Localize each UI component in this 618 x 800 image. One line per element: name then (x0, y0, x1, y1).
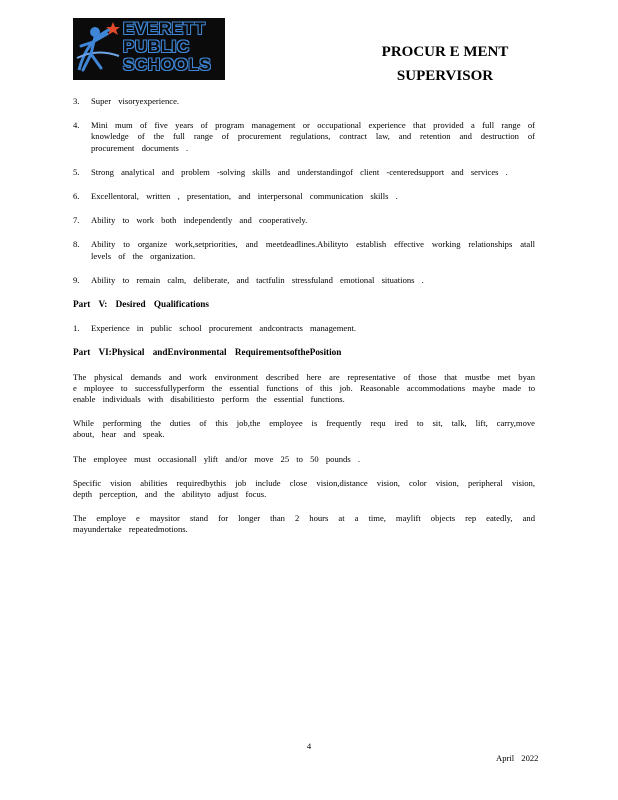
paragraph: The employee must occasionall ylift and/or move 25 to 50 pounds . (73, 453, 360, 464)
logo-line-3: SCHOOLS (123, 55, 212, 74)
section-heading-part-5: Part V: Desired Qualifications (73, 299, 209, 310)
document-body (73, 96, 535, 549)
paragraph: The employe e maysitor stand for longer than 2 hours at a time, maylift objects rep eatedly, and mayundertake repeatedmotions. (73, 513, 535, 535)
page-number: 4 (306, 741, 312, 751)
list-item (73, 215, 535, 226)
list-item-text: Strong analytical and problem -solving skills and understandingof client -centeredsupport and services . (91, 166, 508, 177)
list-item-number: 1. (73, 323, 80, 334)
list-item-text: Ability to remain calm, deliberate, and tactfulin stressfuland emotional situations . (91, 274, 424, 285)
footer-date: April 2022 (496, 753, 539, 763)
title-line-2: SUPERVISOR (396, 68, 494, 84)
list-item-text: Experience in public school procurement andcontracts management. (91, 323, 357, 334)
list-item-number: 4. (73, 120, 80, 131)
list-item (73, 120, 535, 154)
list-item-text: Mini mum of five years of program management or occupational experience that provided a full range of knowledge of the full range of procurement regulations, contract law, and retention and destruction of procurement documents . (91, 120, 535, 153)
list-item (73, 167, 535, 178)
paragraph: While performing the duties of this job,the employee is frequently requ ired to sit, talk, lift, carry,move about, hear and speak. (73, 418, 535, 440)
list-item-text: Excellentoral, written , presentation, and interpersonal communication skills . (91, 191, 398, 202)
list-item (73, 191, 535, 202)
list-item-text: Ability to work both independently and cooperatively. (91, 215, 308, 226)
list-item-number: 7. (73, 215, 80, 226)
list-item-text: Super visoryexperience. (91, 96, 180, 106)
list-item-number: 8. (73, 239, 80, 250)
section-heading-part-6: Part VI:Physical andEnvironmental RequirementsofthePosition (73, 347, 342, 358)
paragraph: Specific vision abilities requiredbythis job include close vision,distance vision, color vision, peripheral vision, depth perception, and the abilityto adjust focus. (73, 477, 535, 500)
paragraph: The physical demands and work environment described here are representative of those that mustbe met byan e mployee to successfullyperform the essential functions of this job. Reasonable accommodations maybe made to enable individuals with disabilitiesto perform the essential functions. (73, 371, 535, 405)
list-item-text: Ability to organize work,setpriorities, and meetdeadlines.Abilityto establish effective working relationships atall levels of the organization. (91, 239, 535, 261)
list-item-number: 9. (73, 274, 80, 285)
list-item (73, 239, 535, 261)
list-item (73, 275, 535, 286)
title-line-1: PROCUR E MENT (381, 44, 509, 60)
document-title (340, 40, 550, 88)
list-item (73, 96, 535, 107)
list-item-number: 5. (73, 166, 80, 177)
list-item-number: 3. (73, 96, 80, 106)
logo-line-2: PUBLIC (123, 37, 190, 56)
district-logo (73, 18, 225, 80)
list-item-number: 6. (73, 191, 80, 202)
list-item (73, 323, 535, 334)
logo-line-1: EVERETT (123, 19, 206, 38)
